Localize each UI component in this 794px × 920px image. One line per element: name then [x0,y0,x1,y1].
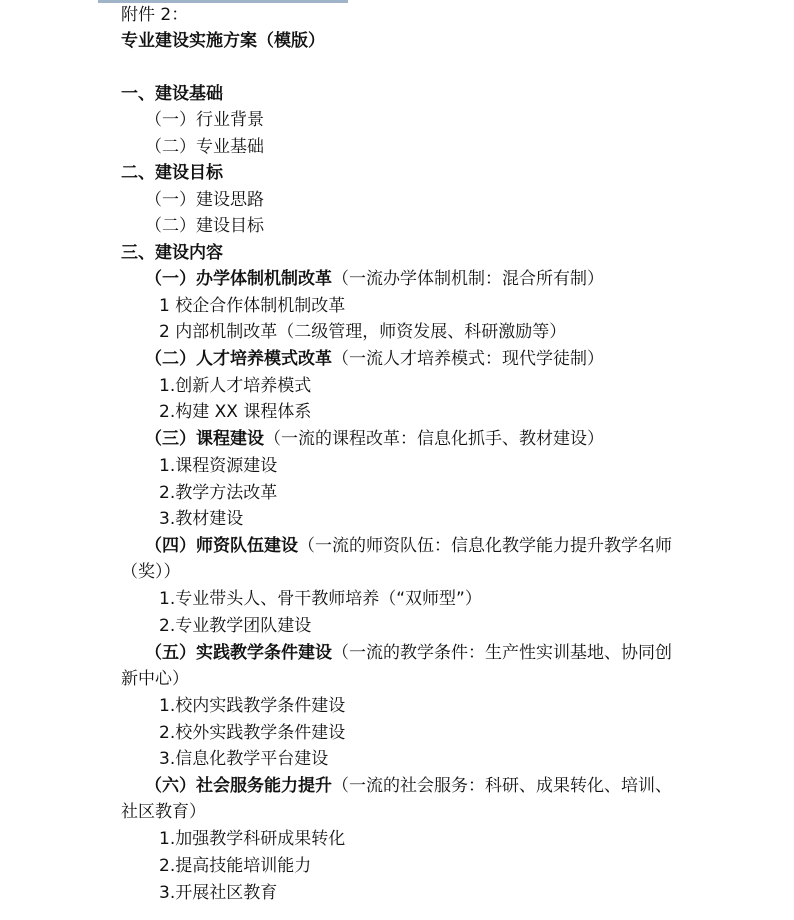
list-item: 2.提高技能培训能力 [159,856,312,876]
subsection-title: （三）课程建设 [145,429,264,449]
subsection-note: （一流办学体制机制：混合所有制） [332,269,604,289]
section-heading-foundation: 一、建设基础 [121,84,223,104]
subsection-6 [121,773,677,825]
list-item: 2.校外实践教学条件建设 [159,723,346,743]
subsection-title: （五）实践教学条件建设 [145,643,332,663]
subsection-title: （四）师资队伍建设 [145,536,298,556]
section-heading-content: 三、建设内容 [121,243,223,263]
list-item: 3.开展社区教育 [159,883,278,903]
list-item: 2.教学方法改革 [159,483,278,503]
list-item: （一）建设思路 [145,190,264,210]
list-item: 2 内部机制改革（二级管理，师资发展、科研激励等） [159,322,567,342]
section-heading-goals: 二、建设目标 [121,163,223,183]
subsection-note: （一流的教学条件：生产性实训基地、协同创新中心） [121,643,672,689]
attachment-label: 附件 2： [121,5,189,25]
list-item: 1.课程资源建设 [159,456,278,476]
list-item: 1.专业带头人、骨干教师培养（“双师型”） [159,589,482,609]
list-item: 1 校企合作体制机制改革 [159,296,346,316]
subsection-title: （二）人才培养模式改革 [145,349,332,369]
subsection-5 [121,640,677,692]
list-item: （二）建设目标 [145,216,264,236]
subsection-title: （六）社会服务能力提升 [145,776,332,796]
list-item: 1.校内实践教学条件建设 [159,696,346,716]
subsection-3 [145,426,604,452]
list-item: 1.创新人才培养模式 [159,376,312,396]
list-item: （二）专业基础 [145,137,264,157]
list-item: （一）行业背景 [145,110,264,130]
subsection-4 [121,533,677,585]
list-item: 2.专业教学团队建设 [159,616,312,636]
list-item: 2.构建 XX 课程体系 [159,402,312,422]
subsection-1 [145,266,604,292]
subsection-note: （一流人才培养模式：现代学徒制） [332,349,604,369]
subsection-title: （一）办学体制机制改革 [145,269,332,289]
document-title: 专业建设实施方案（模版） [121,31,325,51]
list-item: 3.教材建设 [159,509,244,529]
list-item: 1.加强教学科研成果转化 [159,829,346,849]
subsection-2 [145,346,604,372]
subsection-note: （一流的社会服务：科研、成果转化、培训、社区教育） [121,776,672,822]
subsection-note: （一流的课程改革：信息化抓手、教材建设） [264,429,604,449]
subsection-note: （一流的师资队伍：信息化教学能力提升教学名师（奖）） [121,536,672,582]
list-item: 3.信息化教学平台建设 [159,749,329,769]
